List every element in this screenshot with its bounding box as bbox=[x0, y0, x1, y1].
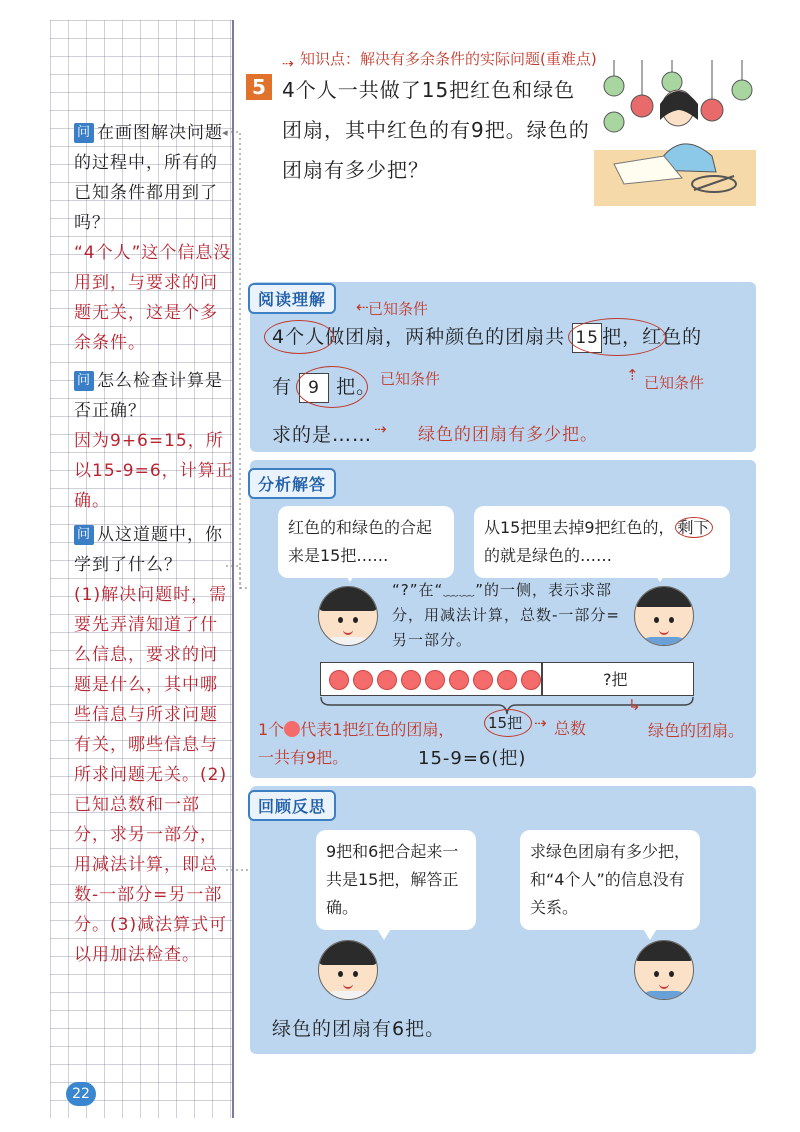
known-condition-label-2: 已知条件 bbox=[380, 370, 441, 388]
bubble-right-part-b: 的就是绿色的…… bbox=[484, 546, 613, 565]
bar-divider bbox=[541, 663, 543, 695]
red-dot bbox=[521, 670, 541, 690]
red-dot bbox=[353, 670, 373, 690]
side-note-3-answer: (1)解决问题时，需要先弄清知道了什么信息，要求的问题是什么，其中哪些信息与所求问题有关，哪些信息与所求问题无关。(2)已知总数和一部分，求另一部分，用减法计算，即总数-一部分=另一部分。(3)减法算式可以用加法检查。 bbox=[74, 585, 228, 965]
total-circle-2 bbox=[484, 709, 532, 737]
red-dot bbox=[329, 670, 349, 690]
arrow-icon: ⇢ bbox=[534, 714, 547, 732]
side-note-2-answer: 因为9+6=15，所以15-9=6，计算正确。 bbox=[74, 431, 234, 511]
review-tag: 回顾反思 bbox=[248, 790, 336, 821]
total-label: 总数 bbox=[554, 719, 587, 738]
people-circle bbox=[264, 320, 334, 354]
known-condition-label-1: 已知条件 bbox=[368, 300, 429, 318]
reading-tag: 阅读理解 bbox=[248, 283, 336, 314]
bubble-tail bbox=[650, 566, 670, 582]
girl-avatar bbox=[318, 586, 378, 646]
svg-text:◂: ◂ bbox=[222, 126, 228, 139]
reading-line-1-mid: 做团扇，两种颜色的团扇 bbox=[325, 326, 546, 348]
question-target: 绿色的团扇有多少把。 bbox=[418, 425, 598, 445]
final-answer: 绿色的团扇有6把。 bbox=[272, 1018, 446, 1040]
brace-total-label: 15把 bbox=[488, 714, 523, 732]
girl-avatar bbox=[318, 940, 378, 1000]
question-badge: 问 bbox=[74, 123, 94, 143]
red-count-box: 9 bbox=[299, 373, 329, 403]
arrow-icon: ↳ bbox=[628, 696, 641, 714]
side-note-2-question: 怎么检查计算是否正确？ bbox=[74, 371, 223, 421]
knowledge-point: 知识点：解决有多余条件的实际问题(重难点) bbox=[300, 50, 597, 68]
reading-line-1-end: 把，红色的 bbox=[602, 326, 703, 348]
speech-bubble-right bbox=[474, 506, 730, 578]
known-condition-label-3: 已知条件 bbox=[644, 374, 705, 392]
red-dot-icon bbox=[284, 721, 300, 737]
legend-part-b: 代表1把红色的团扇，一共有9把。 bbox=[258, 720, 455, 767]
review-bubble-left: 9把和6把合起来一共是15把，解答正确。 bbox=[316, 830, 476, 930]
people-count: 4个人 bbox=[272, 326, 326, 348]
equation: 15-9=6(把) bbox=[418, 748, 527, 769]
question-badge: 问 bbox=[74, 525, 94, 545]
green-fan-label: 绿色的团扇。 bbox=[648, 721, 745, 740]
ba-char: 把。 bbox=[336, 376, 377, 398]
review-bubble-right: 求绿色团扇有多少把，和“4个人”的信息没有关系。 bbox=[520, 830, 700, 930]
bubble-tail bbox=[340, 566, 360, 582]
red-dot bbox=[473, 670, 493, 690]
question-prefix: 求的是…… bbox=[272, 424, 373, 446]
arrow-icon: ⇢ bbox=[374, 420, 387, 438]
bubble-tail bbox=[374, 924, 394, 940]
analysis-tag: 分析解答 bbox=[248, 468, 336, 499]
bar-model bbox=[320, 662, 694, 696]
side-note-1-answer: “4个人”这个信息没用到，与要求的问题无关，这是个多余条件。 bbox=[74, 243, 232, 353]
gong-char: 共 bbox=[545, 326, 566, 348]
speech-bubble-left: 红色的和绿色的合起来是15把…… bbox=[278, 506, 454, 578]
red-dot bbox=[449, 670, 469, 690]
arrow-icon: ⇡ bbox=[626, 366, 639, 384]
problem-text: 4个人一共做了15把红色和绿色团扇，其中红色的有9把。绿色的团扇有多少把？ bbox=[282, 78, 590, 182]
red-dot bbox=[401, 670, 421, 690]
red-dot bbox=[497, 670, 517, 690]
red-dot bbox=[377, 670, 397, 690]
boy-avatar bbox=[634, 586, 694, 646]
arrow-icon: ⇢ bbox=[282, 56, 294, 72]
hint-text: “?”在“﹏﹏”的一侧，表示求部分，用减法计算，总数-一部分=另一部分。 bbox=[392, 581, 620, 649]
arrow-icon: ⇠ bbox=[356, 298, 369, 316]
red-dot bbox=[425, 670, 445, 690]
total-box: 15 bbox=[572, 323, 602, 353]
boy-avatar bbox=[634, 940, 694, 1000]
page-number: 22 bbox=[66, 1082, 96, 1106]
side-note-1-question: 在画图解决问题的过程中，所有的已知条件都用到了吗？ bbox=[74, 123, 223, 233]
question-badge: 问 bbox=[74, 371, 94, 391]
side-note-3-question: 从这道题中，你学到了什么？ bbox=[74, 525, 223, 575]
problem-number: 5 bbox=[246, 74, 272, 100]
legend-part-a: 1个 bbox=[258, 720, 285, 739]
fan-making-illustration bbox=[594, 60, 756, 206]
red-count-circle bbox=[296, 366, 368, 408]
bubble-tail bbox=[640, 924, 660, 940]
bubble-right-part-a: 从15把里去掉9把红色的， bbox=[484, 518, 675, 537]
you-char: 有 bbox=[272, 376, 293, 398]
unknown-label: ?把 bbox=[603, 670, 628, 689]
remaining-circled: 剩下 bbox=[675, 517, 713, 538]
total-circle bbox=[568, 318, 666, 356]
